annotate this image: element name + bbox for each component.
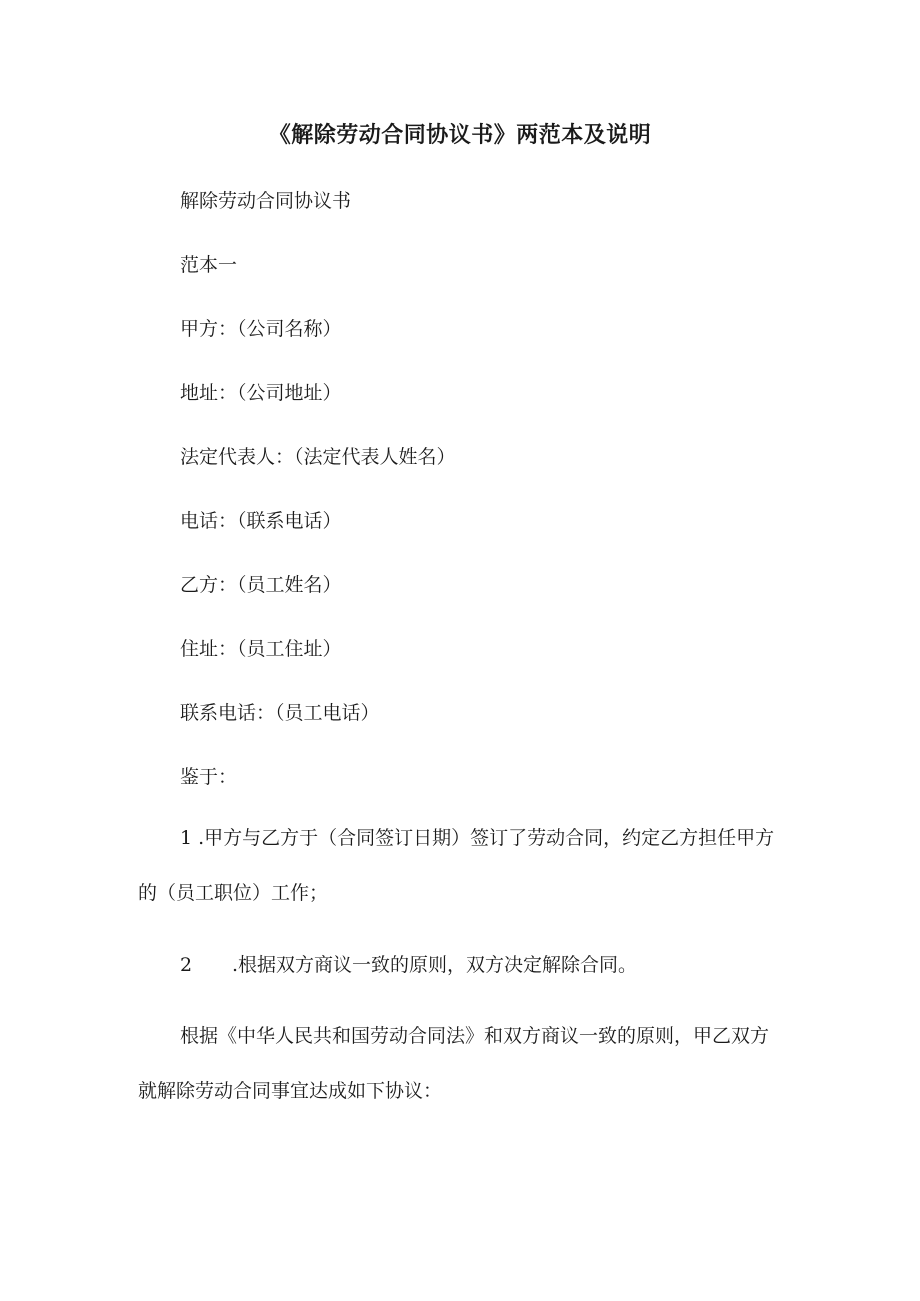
document-title: 《解除劳动合同协议书》两范本及说明 xyxy=(268,123,652,148)
field-residence: 住址：（员工住址） xyxy=(180,638,342,660)
closing-paragraph: 根据《中华人民共和国劳动合同法》和双方商议一致的原则，甲乙双方就解除劳动合同事宜达成如下协议： xyxy=(138,1025,770,1102)
field-contact-phone: 联系电话：（员工电话） xyxy=(180,702,380,724)
whereas-item-1: 1 .甲方与乙方于（合同签订日期）签订了劳动合同，约定乙方担任甲方的（员工职位）工作； xyxy=(138,827,775,904)
whereas-label: 鉴于： xyxy=(180,766,238,788)
field-legal-representative: 法定代表人：（法定代表人姓名） xyxy=(180,446,456,468)
sample-label: 范本一 xyxy=(180,254,238,276)
agreement-heading: 解除劳动合同协议书 xyxy=(180,190,352,212)
field-phone: 电话：（联系电话） xyxy=(180,510,342,532)
item-text: .根据双方商议一致的原则，双方决定解除合同。 xyxy=(232,954,638,976)
field-party-a: 甲方：（公司名称） xyxy=(180,318,342,340)
whereas-item-2 xyxy=(180,950,637,977)
field-address: 地址：（公司地址） xyxy=(180,382,342,404)
item-number: 2 xyxy=(180,954,193,976)
field-party-b: 乙方：（员工姓名） xyxy=(180,574,342,596)
